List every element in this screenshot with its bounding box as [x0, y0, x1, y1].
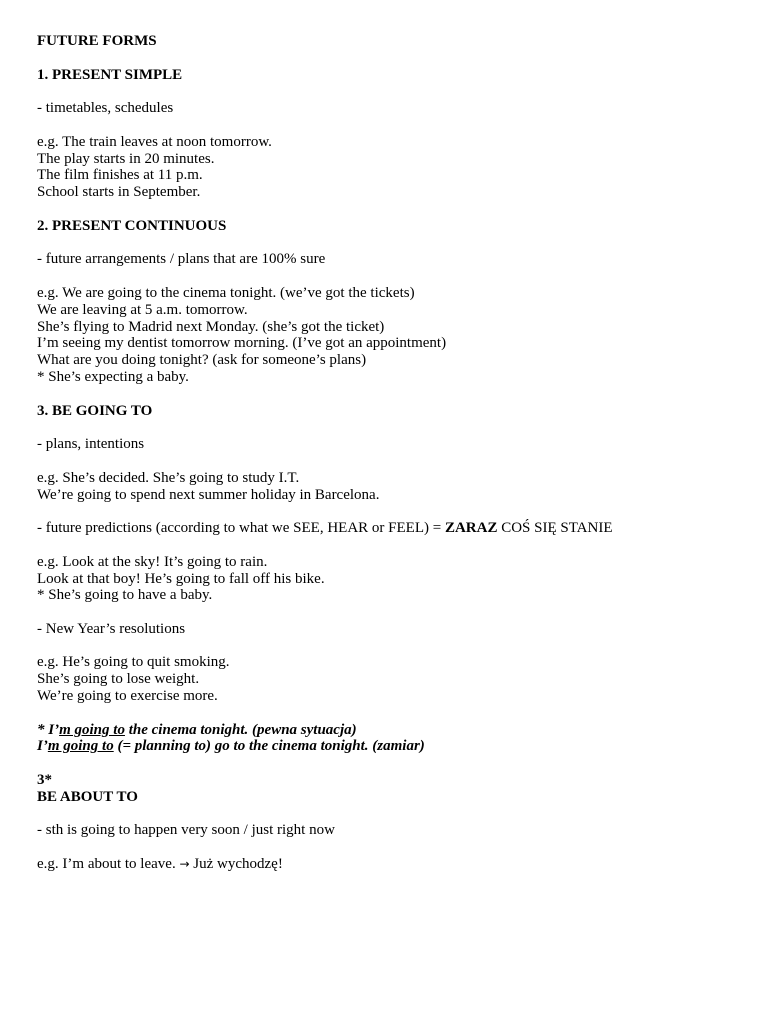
spacer [37, 50, 737, 67]
spacer [37, 117, 737, 134]
underlined-phrase: m going to [47, 738, 114, 755]
example-line: She’s flying to Madrid next Monday. (she’s got the ticket) [37, 318, 385, 335]
example-line: She’s going to lose weight. [37, 671, 200, 688]
section-heading-present-simple: 1. PRESENT SIMPLE [37, 66, 183, 83]
spacer [37, 839, 737, 856]
document-page [37, 33, 737, 873]
spacer [37, 638, 737, 655]
example-line: * She’s going to have a baby. [37, 587, 213, 604]
usage-note-predictions [37, 520, 737, 537]
usage-note: - New Year’s resolutions [37, 620, 186, 637]
example-translation: Już wychodzę! [189, 856, 283, 873]
example-line: e.g. She’s decided. She’s going to study I.T. [37, 469, 300, 486]
example-line: * She’s expecting a baby. [37, 368, 189, 385]
example-line: e.g. Look at the sky! It’s going to rain. [37, 553, 268, 570]
example-line: School starts in September. [37, 184, 201, 201]
example-line: e.g. The train leaves at noon tomorrow. [37, 133, 272, 150]
example-line: e.g. We are going to the cinema tonight. (we’ve got the tickets) [37, 284, 415, 301]
usage-note-text: COŚ SIĘ STANIE [497, 520, 613, 537]
usage-note: - sth is going to happen very soon / just right now [37, 822, 335, 839]
usage-note: - timetables, schedules [37, 100, 174, 117]
contrast-note [37, 738, 737, 755]
example-line: e.g. He’s going to quit smoking. [37, 654, 230, 671]
emphasis-text: ZARAZ [444, 520, 498, 537]
underlined-phrase: m going to [59, 721, 125, 738]
example-line: The play starts in 20 minutes. [37, 150, 215, 167]
contrast-note [37, 722, 737, 739]
spacer [37, 453, 737, 470]
contrast-note-text: the cinema tonight. (pewna sytuacja) [124, 721, 357, 738]
example-line: We are leaving at 5 a.m. tomorrow. [37, 301, 248, 318]
spacer [37, 604, 737, 621]
section-heading-be-going-to: 3. BE GOING TO [37, 402, 153, 419]
document-title: FUTURE FORMS [37, 33, 157, 49]
example-text: e.g. I’m about to leave. [37, 856, 180, 873]
contrast-note-text: * I’ [37, 721, 60, 738]
spacer [37, 705, 737, 722]
spacer [37, 83, 737, 100]
spacer [37, 419, 737, 436]
spacer [37, 537, 737, 554]
spacer [37, 201, 737, 218]
spacer [37, 503, 737, 520]
example-line: Look at that boy! He’s going to fall off his bike. [37, 570, 325, 587]
spacer [37, 268, 737, 285]
section-heading-be-about-to: BE ABOUT TO [37, 788, 138, 805]
usage-note: - plans, intentions [37, 436, 145, 453]
spacer [37, 235, 737, 252]
example-line: We’re going to spend next summer holiday in Barcelona. [37, 486, 380, 503]
example-line: We’re going to exercise more. [37, 688, 218, 705]
contrast-note-text: (= planning to) go to the cinema tonight. (zamiar) [113, 738, 425, 755]
section-heading-present-continuous: 2. PRESENT CONTINUOUS [37, 217, 227, 234]
usage-note-text: - future predictions (according to what we SEE, HEAR or FEEL) = [37, 520, 445, 537]
spacer [37, 806, 737, 823]
example-line [37, 856, 737, 873]
example-line: The film finishes at 11 p.m. [37, 167, 203, 184]
example-line: What are you doing tonight? (ask for someone’s plans) [37, 352, 367, 369]
section-number: 3* [37, 772, 52, 789]
contrast-note-text: I’ [37, 738, 48, 755]
spacer [37, 755, 737, 772]
usage-note: - future arrangements / plans that are 100% sure [37, 251, 326, 268]
arrow-right-icon: → [179, 857, 190, 872]
example-line: I’m seeing my dentist tomorrow morning. (I’ve got an appointment) [37, 335, 447, 352]
spacer [37, 386, 737, 403]
